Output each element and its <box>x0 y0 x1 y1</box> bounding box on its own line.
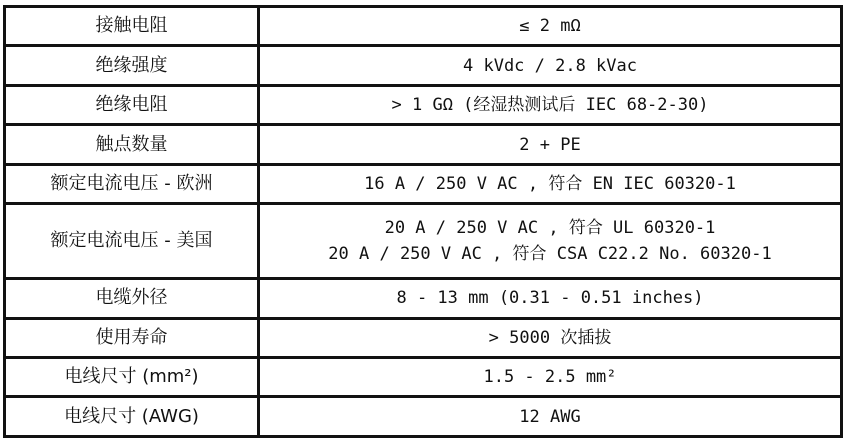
value-line: > 1 GΩ (经湿热测试后 IEC 68-2-30) <box>391 95 709 116</box>
value-line: 2 + PE <box>519 134 581 155</box>
specification-table <box>3 5 843 438</box>
row-value-contact-count <box>260 126 843 165</box>
value-line: 16 A / 250 V AC , 符合 EN IEC 60320-1 <box>364 174 736 195</box>
row-value-dielectric-strength <box>260 47 843 86</box>
value-line: ≤ 2 mΩ <box>519 16 581 37</box>
value-line: 4 kVdc / 2.8 kVac <box>463 55 637 76</box>
table-row <box>6 166 843 205</box>
row-value-cable-diameter <box>260 280 843 319</box>
value-line: 8 - 13 mm (0.31 - 0.51 inches) <box>396 288 704 309</box>
table-row <box>6 87 843 126</box>
row-value-rating-usa <box>260 205 843 280</box>
row-label-cable-diameter: 电缆外径 <box>6 280 260 319</box>
value-line: 20 A / 250 V AC , 符合 CSA C22.2 No. 60320-1 <box>328 244 772 265</box>
table-row <box>6 8 843 47</box>
value-line: > 5000 次插拔 <box>488 327 612 348</box>
row-value-rating-europe <box>260 166 843 205</box>
row-value-insulation-resistance <box>260 87 843 126</box>
table-row <box>6 126 843 165</box>
table-row <box>6 320 843 359</box>
row-value-wire-size-mm2 <box>260 359 843 398</box>
value-line: 12 AWG <box>519 406 581 427</box>
row-label-contact-resistance: 接触电阻 <box>6 8 260 47</box>
row-label-dielectric-strength: 绝缘强度 <box>6 47 260 86</box>
row-value-contact-resistance <box>260 8 843 47</box>
row-label-rating-europe: 额定电流电压 - 欧洲 <box>6 166 260 205</box>
table-row <box>6 280 843 319</box>
value-line: 1.5 - 2.5 mm² <box>483 367 617 388</box>
row-label-rating-usa: 额定电流电压 - 美国 <box>6 205 260 280</box>
table-row <box>6 205 843 280</box>
row-value-service-life <box>260 320 843 359</box>
row-label-wire-size-mm2: 电线尺寸 (mm²) <box>6 359 260 398</box>
row-label-insulation-resistance: 绝缘电阻 <box>6 87 260 126</box>
value-line: 20 A / 250 V AC , 符合 UL 60320-1 <box>384 218 716 239</box>
row-label-contact-count: 触点数量 <box>6 126 260 165</box>
row-label-service-life: 使用寿命 <box>6 320 260 359</box>
table-row <box>6 359 843 398</box>
row-label-wire-size-awg: 电线尺寸 (AWG) <box>6 398 260 438</box>
row-value-wire-size-awg <box>260 398 843 438</box>
table-row <box>6 398 843 438</box>
table-row <box>6 47 843 86</box>
